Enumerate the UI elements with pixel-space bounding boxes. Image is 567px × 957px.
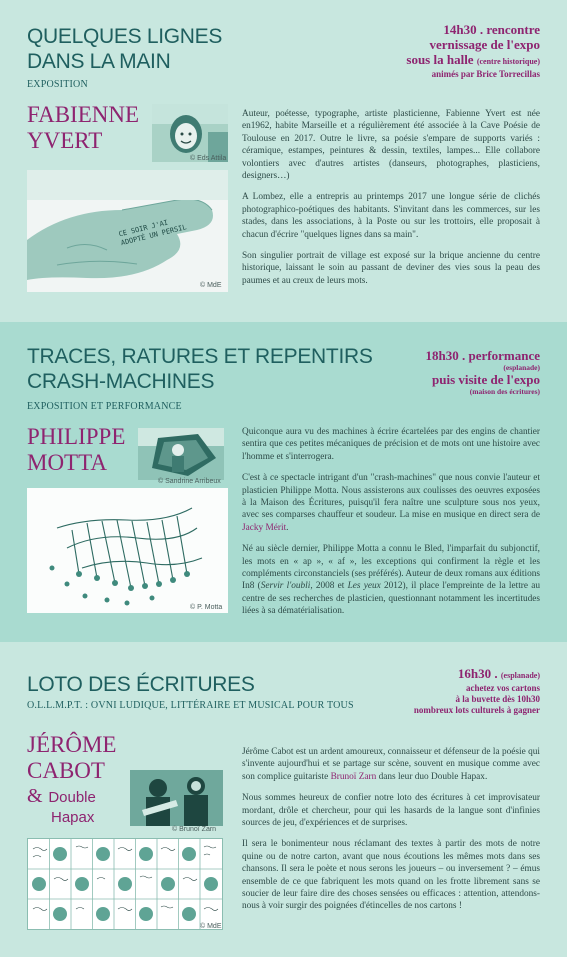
section-traces-ratures [0,322,567,642]
musician-name: Brunoï Zarn [330,771,377,782]
photo-credit: © MdE [200,282,222,289]
artist-portrait [152,104,228,162]
photo-credit: © P. Motta [190,604,223,611]
artist-name: JÉRÔME CABOT & Double Hapax [27,732,117,826]
event-info: 16h30 . (esplanade) achetez vos cartons à la buvette dès 10h30 nombreux lots culturels à gagner [413,666,540,715]
artist-name: PHILIPPE MOTTA [27,424,126,475]
photo-credit: © MdE [200,923,222,930]
sculpture-photo [27,488,228,613]
artist-name: FABIENNE YVERT [27,102,140,153]
event-info: 18h30 . performance (esplanade) puis visite de l'expo (maison des écritures) [425,348,540,396]
event-info: 14h30 . rencontre vernissage de l'expo sous la halle (centre historique) animés par Brice Torrecillas [406,22,540,79]
section-subtitle: O.L.L.M.P.T. : OVNI LUDIQUE, LITTÉRAIRE ET MUSICAL POUR TOUS [27,700,354,711]
section-quelques-lignes [0,0,567,322]
photo-credit: © Sandrine Arribeux [158,478,221,485]
artist-portrait [130,770,223,826]
article-body: Auteur, poétesse, typographe, artiste plasticienne, Fabienne Yvert est née en1962, habite Marseille et a régulièrement été associée à la Cave Poésie de Toulouse en 2017. Outre le livre, sa poésie s'empare de supports variés : céramique, estampes, peintures & dessin, textiles, lampes... Elle collabore volontiers avec d'autres artistes (danseurs, photographes, plasticiens, designers…) A Lombez, elle a entrepris au printemps 2017 une longue série de clichés photographico-poétiques des habitants. S'invitant dans les commerces, sur les stades, dans les associations, à la Poste ou sur les trottoirs, elle proposait à chacun d'écrire "quelques lignes dans sa main". Son singulier portrait de village est exposé sur la brique ancienne du centre historique, laissant le soin au passant de deviner des vies sous la peau des paumes et au creux de leurs mots. [242,109,540,286]
loto-card [27,838,223,930]
article-body: Jérôme Cabot est un ardent amoureux, connaisseur et défenseur de la poésie qui s'invente aujourd'hui et se partage sur scène, souvent en musique comme avec son complice guitariste Brunoï Zarn dans leur duo Double Hapax. Nous sommes heureux de confier notre loto des écritures à cet improvisateur mordant, drôle et chercheur, pour qui les hasards de la langue sont d'infinies sources de jeu, d'expériences et de surprises. Il sera le bonimenteur nous réclamant des textes à partir des mots de notre quine ou de notre carton, avant que nous écoutions les mêmes mots dans ses chansons. Il sera le poète et nous serons les joueurs – ou inversement ? – émus ensemble de ce que fabriquent les mots quand on les frotte librement sans se soucier de leur faire dire des choses sensées ou efficaces : attention, attendons-nous à voir surgir des poignées d'étincelles de nos cartons ! [242,747,540,912]
hand-writing: CE SOIR J'AI ADOPTÉ UN PERSIL [117,218,188,248]
section-subtitle: EXPOSITION ET PERFORMANCE [27,401,182,412]
section-loto [0,642,567,957]
section-title: LOTO DES ÉCRITURES [27,673,255,696]
photo-credit: © Eds Attila [190,155,227,162]
musician-name: Jacky Mérit [242,522,287,533]
artist-portrait [138,428,224,480]
article-body: Quiconque aura vu des machines à écrire écartelées par des engins de chantier sentira que ces petites mécaniques de précision et de mots ont une histoire avec l'homme et s'interrogera. C'est à ce spectacle intrigant d'un "crash-machines" que nous convie l'auteur et plasticien Philippe Motta. Nous assisterons aux coulisses des oeuvres exposées à la Maison des Écritures, puisqu'il fera naître une sculpture sous nos yeux, avec ses comparses chauffeur et soudeur. La mise en musique en direct sera de Jacky Mérit. Né au siècle dernier, Philippe Motta a connu le Bled, l'imparfait du subjonctif, les mots en « ap », « af », les exceptions qui confirment la règle et les compléments circonstanciels (ses préférés). Auteur de deux romans aux éditions In8 (Servir l'oubli, 2008 et Les yeux 2012), il place l'empreinte de la lettre au centre de ses recherches de plasticien, questionnant notamment les incertitudes liées à sa dématérialisation. [242,427,540,617]
section-title: QUELQUES LIGNES DANS LA MAIN [27,25,223,73]
photo-credit: © Brunoï Zarn [172,826,217,833]
section-title: TRACES, RATURES ET REPENTIRS CRASH-MACHINES [27,345,373,393]
section-subtitle: EXPOSITION [27,79,88,90]
hand-photo [27,170,228,292]
